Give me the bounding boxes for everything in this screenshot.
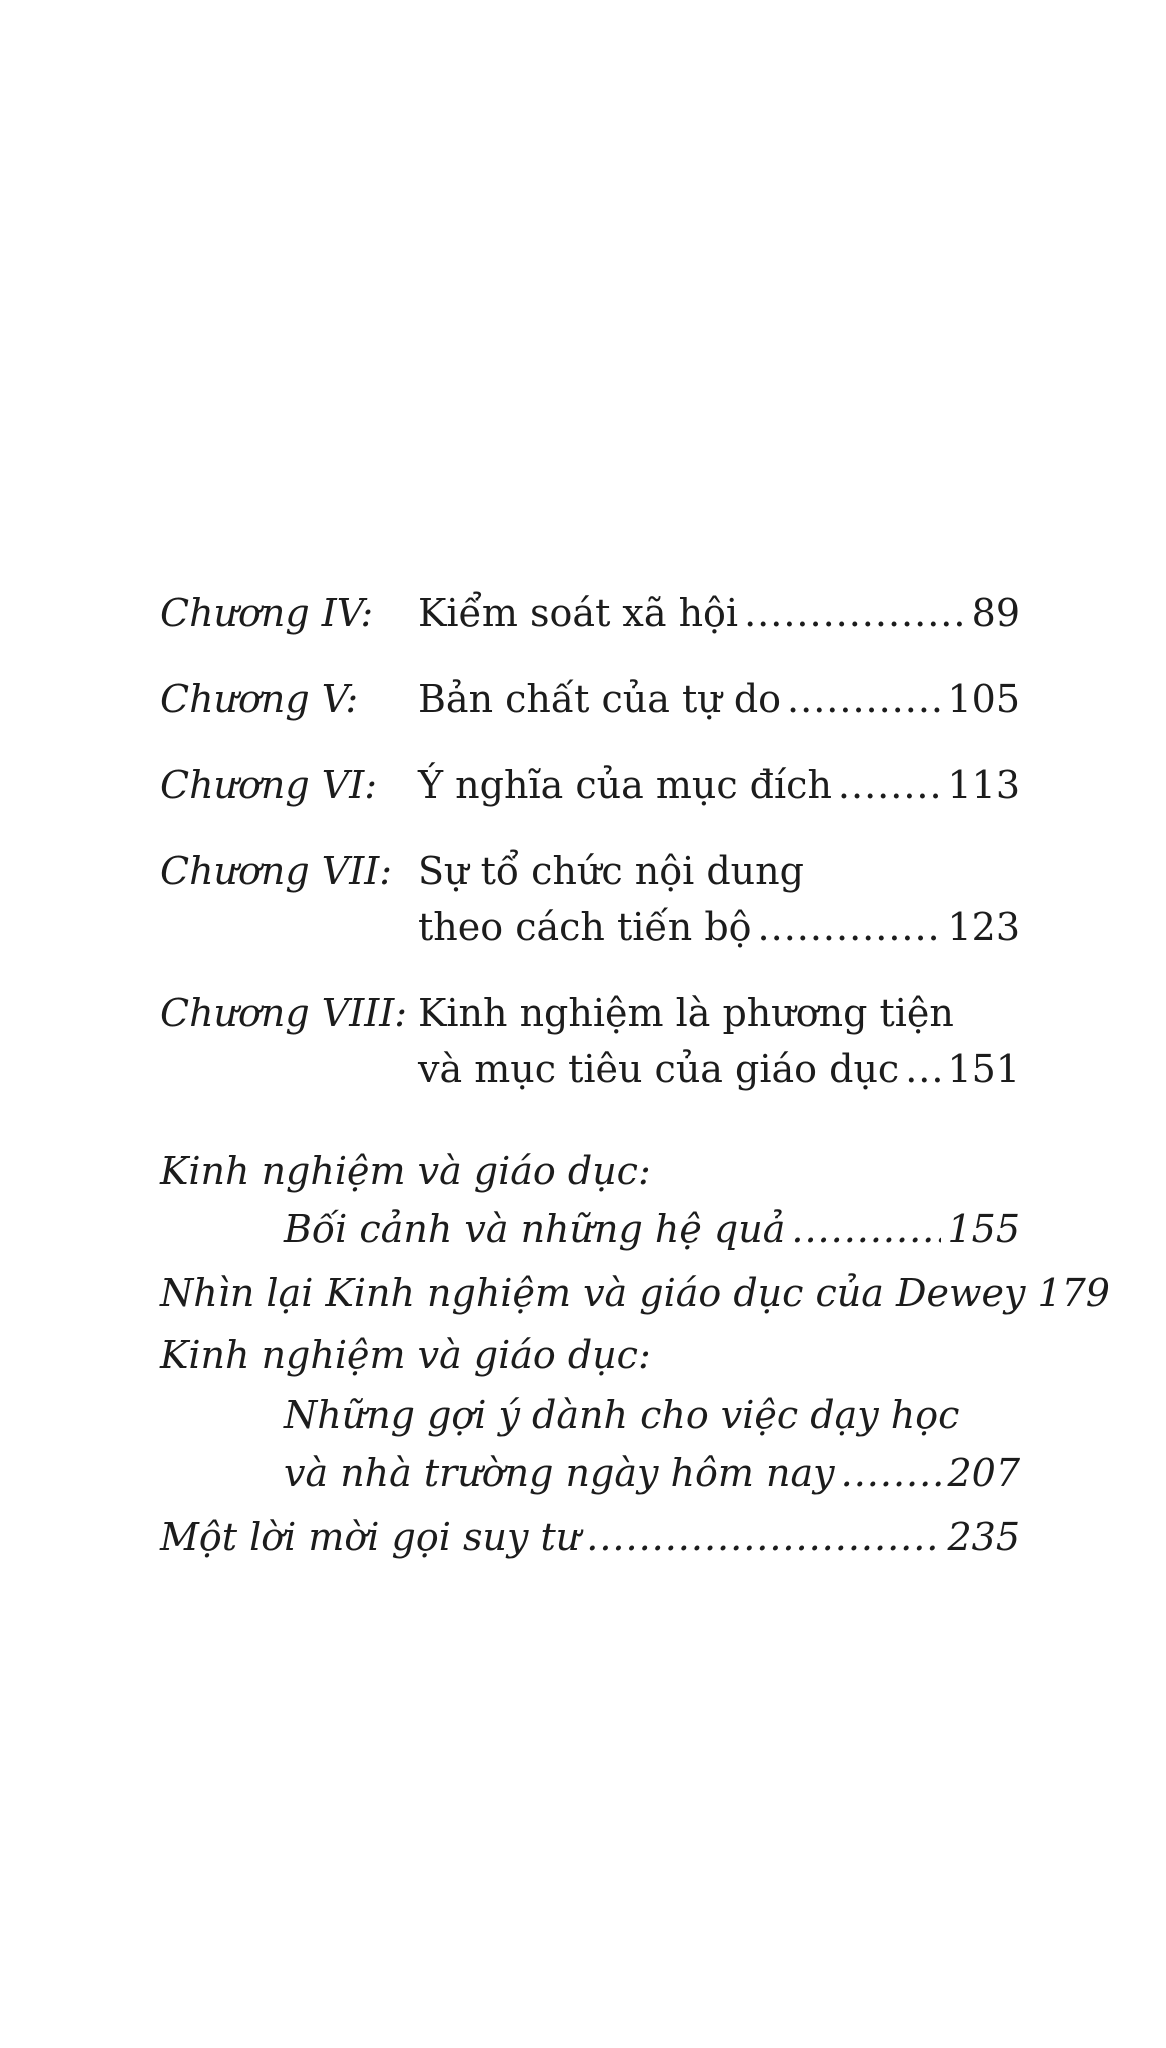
chapter-7-title-line-1 [418, 846, 804, 896]
chapter-5-title: Bản chất của tự do [418, 677, 782, 721]
chapter-7-page-number: 123 [947, 905, 1020, 949]
essay-1-page-number: 155 [947, 1207, 1020, 1251]
toc-entry-essay-4[interactable] [160, 1512, 1020, 1562]
chapter-7-title-part-2: theo cách tiến bộ [418, 905, 752, 949]
chapter-8-page-number: 151 [947, 1047, 1020, 1091]
chapter-8-title-line-1 [418, 988, 954, 1038]
leader-dots [838, 760, 942, 810]
essay-2-title: Nhìn lại Kinh nghiệm và giáo dục của Dewey [160, 1271, 1026, 1315]
leader-dots [905, 1044, 941, 1094]
essay-4-page-number: 235 [947, 1515, 1020, 1559]
leader-dots [758, 902, 942, 952]
chapter-7-title-part-1: Sự tổ chức nội dung [418, 849, 804, 893]
chapter-5-page-number: 105 [947, 677, 1020, 721]
toc-entry-chapter-8[interactable] [418, 1044, 1020, 1094]
leader-dots [586, 1512, 941, 1562]
chapter-5-label: Chương V: [160, 677, 359, 721]
chapter-6-page-number: 113 [947, 763, 1020, 807]
chapter-8-title-part-2: và mục tiêu của giáo dục [418, 1047, 900, 1091]
essay-3-title-line-1 [160, 1330, 651, 1380]
chapter-4-title: Kiểm soát xã hội [418, 591, 739, 635]
chapter-4-page-number: 89 [971, 591, 1020, 635]
essay-1-title-line-1 [160, 1146, 651, 1196]
chapter-6-label: Chương VI: [160, 763, 378, 807]
leader-dots [744, 588, 966, 638]
chapter-6-title: Ý nghĩa của mục đích [418, 763, 832, 807]
toc-entry-chapter-7[interactable] [418, 902, 1020, 952]
chapter-4-label: Chương IV: [160, 591, 374, 635]
essay-4-title: Một lời mời gọi suy tư [160, 1515, 581, 1559]
leader-dots [787, 674, 941, 724]
chapter-8-title-part-1: Kinh nghiệm là phương tiện [418, 991, 954, 1035]
toc-entry-essay-3[interactable] [284, 1448, 1020, 1498]
leader-dots [841, 1448, 942, 1498]
essay-3-title-part-1: Kinh nghiệm và giáo dục: [160, 1333, 651, 1377]
essay-3-title-part-2: Những gợi ý dành cho việc dạy học [284, 1393, 960, 1437]
essay-3-page-number: 207 [947, 1451, 1020, 1495]
essay-3-title-line-2 [284, 1390, 959, 1440]
chapter-7-label: Chương VII: [160, 849, 393, 893]
essay-1-title-part-1: Kinh nghiệm và giáo dục: [160, 1149, 651, 1193]
chapter-8-label: Chương VIII: [160, 991, 408, 1035]
essay-2-page-number: 179 [1037, 1271, 1110, 1315]
leader-dots [791, 1204, 941, 1254]
toc-entry-chapter-4[interactable] [418, 588, 1020, 638]
toc-entry-chapter-6[interactable] [418, 760, 1020, 810]
essay-1-title-part-2: Bối cảnh và những hệ quả [284, 1207, 786, 1251]
toc-entry-essay-2[interactable] [160, 1268, 1110, 1318]
toc-entry-essay-1[interactable] [284, 1204, 1020, 1254]
toc-entry-chapter-5[interactable] [418, 674, 1020, 724]
essay-3-title-part-3: và nhà trường ngày hôm nay [284, 1451, 835, 1495]
